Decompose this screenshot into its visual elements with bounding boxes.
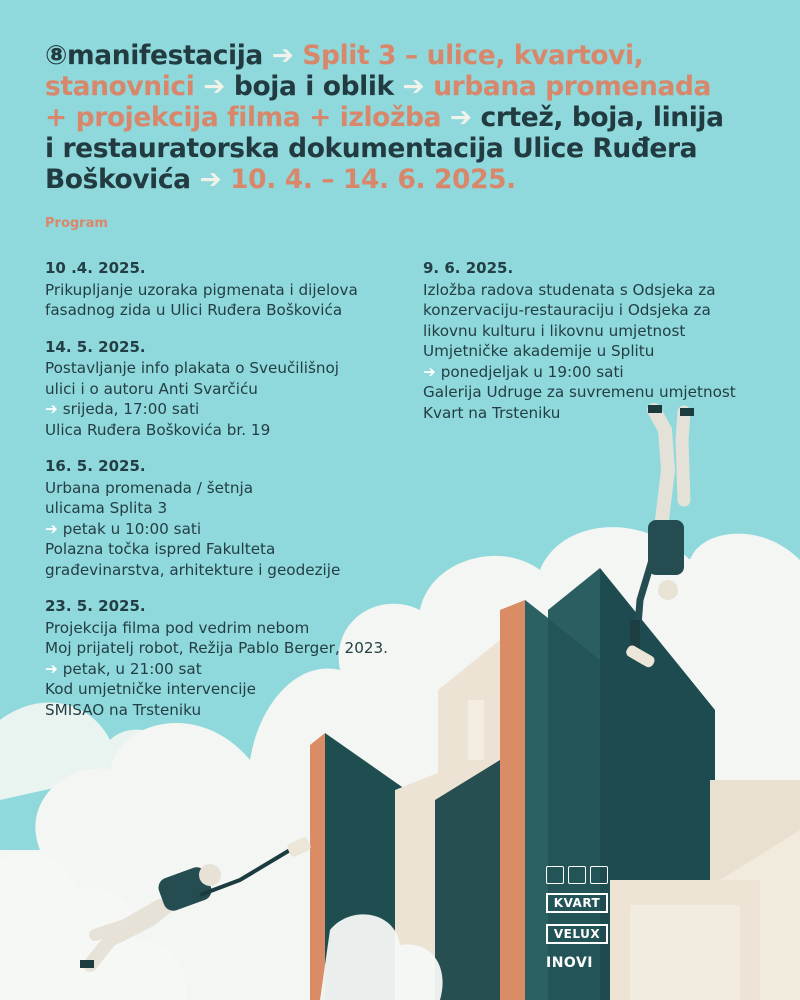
event-time — [45, 519, 425, 540]
arrow-icon: ➔ — [262, 40, 303, 71]
event-date: 14. 5. 2025. — [45, 337, 146, 356]
event-location: Galerija Udruge za suvremenu umjetnost — [423, 383, 736, 401]
event-description: konzervaciju-restauraciju i Odsjeka za — [423, 301, 711, 319]
event-description: likovnu kulturu i likovnu umjetnost — [423, 321, 686, 340]
event-description: Postavljanje info plakata o Sveučilišnoj — [45, 359, 340, 377]
event-date: 16. 5. 2025. — [45, 457, 146, 475]
event-description: Prikupljanje uzoraka pigmenata i dijelova — [45, 280, 358, 299]
headline-segment: ⑧manifestacija — [45, 40, 263, 71]
events-left-column — [45, 258, 425, 736]
arrow-icon: ➔ — [45, 400, 58, 418]
arrow-icon: ➔ — [190, 164, 231, 195]
program-event — [45, 596, 425, 720]
event-description: ulicama Splita 3 — [45, 499, 168, 517]
headline-segment: i restauratorska dokumentacija Ulice Ruđera — [45, 133, 698, 164]
event-date: 10 .4. 2025. — [45, 259, 146, 277]
headline-segment: stanovnici — [45, 71, 195, 102]
headline-line-5 — [45, 164, 765, 195]
partner-icons — [546, 866, 616, 884]
event-description: Urbana promenada / šetnja — [45, 478, 254, 497]
event-location: Ulica Ruđera Boškovića br. 19 — [45, 420, 271, 439]
headline-segment: + projekcija filma + izložba — [45, 102, 442, 133]
headline-segment: urbana promenada — [433, 71, 711, 102]
partner-emblem-icon — [546, 866, 564, 884]
event-description: ulici i o autoru Anti Svarčiću — [45, 379, 258, 398]
event-date: 9. 6. 2025. — [423, 259, 514, 277]
event-time-text: ponedjeljak u 19:00 sati — [440, 362, 624, 381]
event-date: 23. 5. 2025. — [45, 597, 146, 615]
event-location: Polazna točka ispred Fakulteta — [45, 540, 276, 558]
headline — [45, 40, 765, 195]
partner-mark-icon — [590, 866, 608, 884]
event-time-text: srijeda, 17:00 sati — [62, 400, 200, 418]
logo-kvart: KVART — [546, 893, 608, 913]
arrow-icon: ➔ — [441, 102, 481, 133]
event-location: građevinarstva, arhitekture i geodezije — [45, 560, 341, 579]
arrow-icon: ➔ — [393, 71, 434, 102]
arrow-icon: ➔ — [423, 362, 436, 381]
event-description: Projekcija filma pod vedrim nebom — [45, 618, 310, 637]
program-event — [45, 456, 425, 580]
program-event — [423, 258, 793, 423]
arrow-icon: ➔ — [45, 659, 58, 678]
partner-crest-icon — [568, 866, 586, 884]
event-description: Umjetničke akademije u Splitu — [423, 342, 655, 360]
headline-line-1 — [45, 40, 765, 71]
event-time-text: petak, u 21:00 sat — [62, 659, 202, 678]
headline-segment: Split 3 – ulice, kvartovi, — [302, 40, 644, 71]
headline-line-2 — [45, 71, 765, 102]
event-description: Moj prijatelj robot, Režija Pablo Berger, 2023. — [45, 639, 389, 657]
program-event — [45, 258, 425, 321]
event-description: Izložba radova studenata s Odsjeka za — [423, 280, 716, 299]
headline-segment: crtež, boja, linija — [480, 102, 724, 133]
event-location: Kvart na Trsteniku — [423, 403, 561, 422]
event-time — [423, 362, 793, 383]
program-event — [45, 337, 425, 441]
logo-velux: VELUX — [546, 924, 608, 944]
headline-line-3 — [45, 102, 765, 133]
event-description: fasadnog zida u Ulici Ruđera Boškovića — [45, 301, 343, 319]
arrow-icon: ➔ — [45, 519, 58, 538]
headline-segment: boja i oblik — [233, 71, 394, 102]
program-label: Program — [45, 216, 108, 231]
sponsor-logos — [546, 866, 616, 986]
logo-inovi: INOVI — [546, 955, 593, 971]
event-time-text: petak u 10:00 sati — [62, 519, 202, 538]
events-right-column — [423, 258, 793, 439]
event-time — [45, 399, 425, 420]
headline-segment: Boškovića — [45, 164, 191, 195]
headline-segment: 10. 4. – 14. 6. 2025. — [230, 164, 516, 195]
arrow-icon: ➔ — [194, 71, 234, 102]
event-location: Kod umjetničke intervencije — [45, 680, 256, 698]
event-time — [45, 659, 425, 680]
event-location: SMISAO na Trsteniku — [45, 700, 202, 719]
headline-line-4 — [45, 133, 765, 164]
